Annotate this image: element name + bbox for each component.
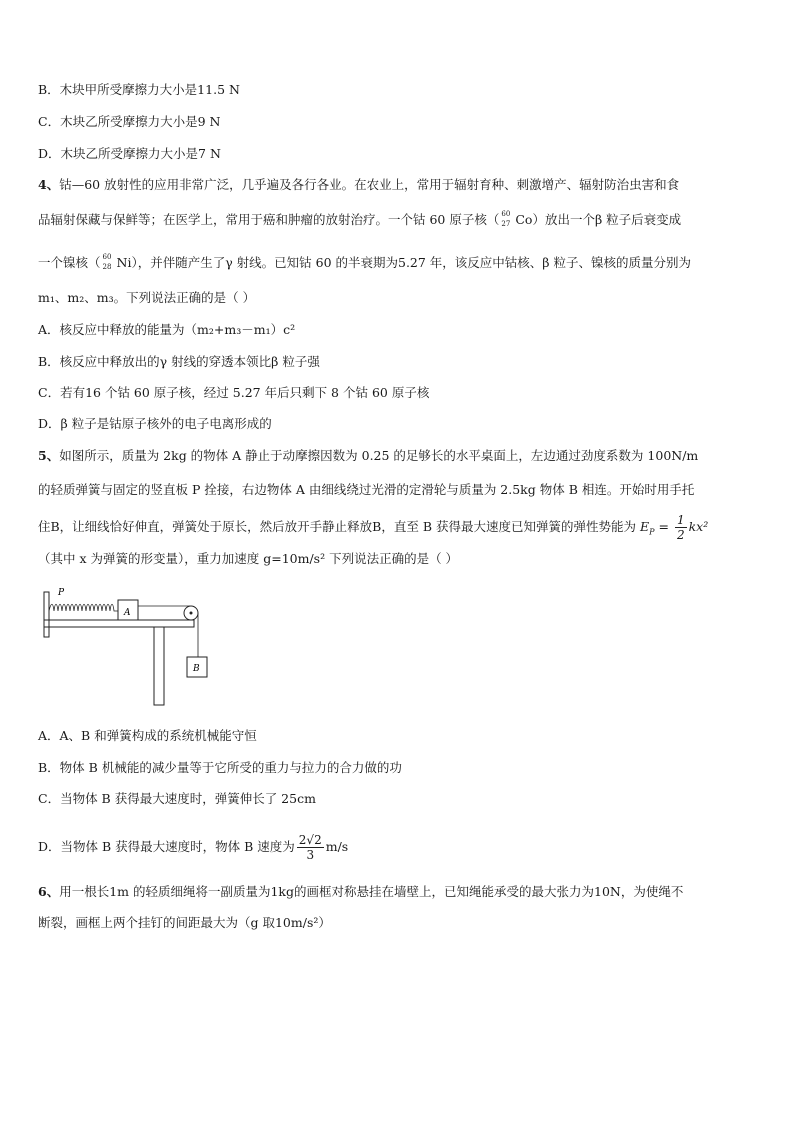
table-leg	[154, 627, 164, 705]
q5-stem-line-2: 的轻质弹簧与固定的竖直板 P 拴接，右边物体 A 由细线绕过光滑的定滑轮与质量为 2.5kg 物体 B 相连。开始时用手托	[38, 482, 695, 497]
q6-number: 6、	[38, 884, 60, 899]
q6-stem-line-2: 断裂，画框上两个挂钉的间距最大为（g 取10m/s²）	[38, 915, 331, 930]
nickel-isotope-notation: 60 28	[102, 252, 112, 271]
table-top	[44, 620, 194, 627]
q4-stem-line-4: m₁、m₂、m₃。下列说法正确的是（ ）	[38, 290, 256, 305]
q4-stem-line-3: 一个镍核（ 60 28 Ni），并伴随产生了γ 射线。已知钴 60 的半衰期为5.27 年，该反应中钴核、β 粒子、镍核的质量分别为	[38, 252, 692, 271]
q5-option-d: D．当物体 B 获得最大速度时，物体 B 速度为 $\frac{2√2}{3}$ m/s	[38, 833, 349, 862]
pulley-axle	[190, 612, 193, 615]
label-b: B	[193, 664, 200, 674]
cobalt-isotope-notation: 60 27	[501, 209, 511, 228]
q5-option-a: A．A、B 和弹簧构成的系统机械能守恒	[38, 728, 257, 743]
q4-option-b: B．核反应中释放出的γ 射线的穿透本领比β 粒子强	[38, 354, 320, 369]
q5-option-b: B．物体 B 机械能的减少量等于它所受的重力与拉力的合力做的功	[38, 760, 402, 775]
label-p: P	[58, 588, 65, 598]
spring-pulley-diagram	[40, 582, 210, 708]
vertical-plate	[44, 592, 49, 637]
q5-option-c: C．当物体 B 获得最大速度时，弹簧伸长了 25cm	[38, 791, 316, 806]
q5-stem-line-1: 5、如图所示，质量为 2kg 的物体 A 静止于动摩擦因数为 0.25 的足够长的水平桌面上，左边通过劲度系数为 100N/m	[38, 448, 699, 463]
elastic-energy-formula: $E_P$ = $\frac{1}{2}$ kx²	[640, 513, 709, 542]
velocity-fraction: $\frac{2√2}{3}$	[298, 833, 322, 862]
q5-stem-line-4: （其中 x 为弹簧的形变量），重力加速度 g=10m/s² 下列说法正确的是（ ）	[38, 551, 459, 566]
q3-option-b: B．木块甲所受摩擦力大小是11.5 N	[38, 82, 240, 97]
q4-option-a: A．核反应中释放的能量为（m₂+m₃－m₁）c²	[38, 322, 296, 337]
q4-stem-line-1: 4、钴—60 放射性的应用非常广泛，几乎遍及各行各业。在农业上，常用于辐射育种、刺激增产、辐射防治虫害和食	[38, 177, 680, 192]
q3-option-c: C．木块乙所受摩擦力大小是9 N	[38, 114, 221, 129]
q3-option-d: D．木块乙所受摩擦力大小是7 N	[38, 146, 221, 161]
q5-stem-line-3: 住B，让细线恰好伸直，弹簧处于原长，然后放开手静止释放B，直至 B 获得最大速度已知弹簧的弹性势能为 $E_P$ = $\frac{1}{2}$ kx²	[38, 513, 709, 542]
q6-stem-line-1: 6、用一根长1m 的轻质细绳将一副质量为1kg的画框对称悬挂在墙壁上，已知绳能承受的最大张力为10N，为使绳不	[38, 884, 684, 899]
label-a: A	[124, 608, 131, 618]
q5-number: 5、	[38, 448, 60, 463]
q4-option-d: D．β 粒子是钴原子核外的电子电离形成的	[38, 416, 272, 431]
q4-number: 4、	[38, 177, 60, 192]
q4-option-c: C．若有16 个钴 60 原子核，经过 5.27 年后只剩下 8 个钴 60 原子核	[38, 385, 430, 400]
spring	[49, 604, 118, 611]
q4-stem-line-2: 品辐射保藏与保鲜等；在医学上，常用于癌和肿瘤的放射治疗。一个钴 60 原子核（ 60 27 Co）放出一个β 粒子后衰变成	[38, 209, 682, 228]
